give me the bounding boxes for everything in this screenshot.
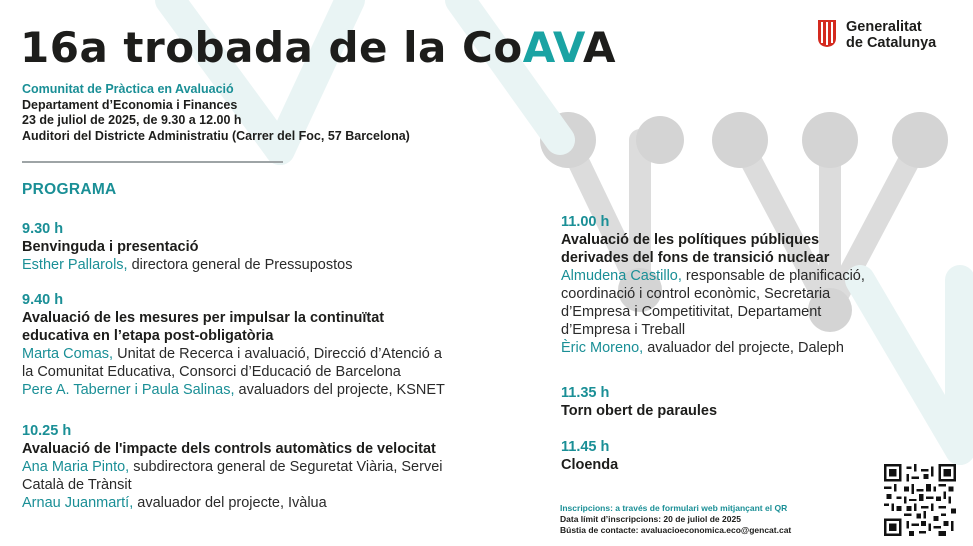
event-datetime: 23 de juliol de 2025, de 9.30 a 12.00 h <box>22 113 242 127</box>
speaker-line <box>22 494 442 512</box>
session-time: 9.40 h <box>22 292 64 308</box>
community-name: Comunitat de Pràctica en Avaluació <box>22 82 234 96</box>
session-0940 <box>22 291 445 399</box>
title-prefix: 16a trobada de la Co <box>20 23 523 72</box>
speaker-role: avaluadors del projecte, KSNET <box>234 382 445 398</box>
speaker-role: Unitat de Recerca i avaluació, Direcció d’Atenció a <box>113 346 442 362</box>
session-1145 <box>561 438 618 474</box>
event-venue: Auditori del Districte Administratiu (Carrer del Foc, 57 Barcelona) <box>22 128 410 143</box>
session-title: Torn obert de paraules <box>561 403 718 419</box>
inscriptions-note: Inscripcions: a través de formulari web mitjançant el QR <box>560 503 788 513</box>
speaker-line <box>22 381 445 399</box>
speaker-role: avaluador del projecte, Daleph <box>643 340 844 356</box>
session-time: 10.25 h <box>22 423 72 439</box>
speaker-role-cont: Català de Trànsit <box>22 477 132 493</box>
contact-mailbox: Bústia de contacte: avaluacioeconomica.eco@gencat.cat <box>560 525 792 535</box>
session-1100 <box>561 213 865 357</box>
speaker-role-cont: d’Empresa i Treball <box>561 322 686 338</box>
title-suffix: A <box>583 23 617 72</box>
speaker-role-cont: coordinació i control econòmic, Secretaria <box>561 286 831 302</box>
speaker-name: Ana Maria Pinto, <box>22 459 130 475</box>
generalitat-logo <box>816 18 966 58</box>
session-0930 <box>22 220 352 274</box>
session-title-line2: educativa en l’etapa post-obligatòria <box>22 328 274 344</box>
speaker-line <box>22 345 445 363</box>
org-name-line2: de Catalunya <box>846 35 937 51</box>
session-title: Avaluació de l'impacte dels controls automàtics de velocitat <box>22 441 436 457</box>
registration-deadline: Data límit d’inscripcions: 20 de juliol de 2025 <box>560 514 741 524</box>
speaker-name: Èric Moreno, <box>561 340 644 356</box>
speaker-line <box>561 267 865 285</box>
speaker-name: Esther Pallarols, <box>22 257 128 273</box>
session-time: 9.30 h <box>22 221 64 237</box>
registration-info <box>560 503 791 536</box>
org-name-line1: Generalitat <box>846 19 922 35</box>
session-time: 11.00 h <box>561 214 610 230</box>
speaker-role-cont: d’Empresa i Competitivitat, Departament <box>561 304 822 320</box>
session-title-line2: derivades del fons de transició nuclear <box>561 250 830 266</box>
speaker-name: Pere A. Taberner i Paula Salinas, <box>22 382 235 398</box>
title-accent: AV <box>522 23 584 72</box>
page-title <box>20 20 616 76</box>
session-1135 <box>561 384 717 420</box>
session-title: Cloenda <box>561 457 619 473</box>
event-info <box>22 82 410 144</box>
qr-code-icon[interactable] <box>884 464 956 536</box>
speaker-role: subdirectora general de Seguretat Viària, Servei <box>129 459 443 475</box>
speaker-line <box>561 339 865 357</box>
session-1025 <box>22 422 442 512</box>
session-title-line1: Avaluació de les polítiques públiques <box>561 232 820 248</box>
session-time: 11.35 h <box>561 385 610 401</box>
speaker-name: Almudena Castillo, <box>561 268 682 284</box>
speaker-role: responsable de planificació, <box>681 268 865 284</box>
speaker-line <box>22 256 352 274</box>
session-time: 11.45 h <box>561 439 610 455</box>
speaker-line <box>22 458 442 476</box>
speaker-role: avaluador del projecte, Ivàlua <box>133 495 327 511</box>
divider <box>22 161 283 163</box>
session-title: Benvinguda i presentació <box>22 239 199 255</box>
programa-heading: PROGRAMA <box>22 181 117 198</box>
senyera-icon <box>816 18 838 48</box>
speaker-role: directora general de Pressupostos <box>127 257 353 273</box>
speaker-name: Marta Comas, <box>22 346 114 362</box>
department-name: Departament d’Economia i Finances <box>22 97 238 112</box>
session-title-line1: Avaluació de les mesures per impulsar la continuïtat <box>22 310 385 326</box>
speaker-name: Arnau Juanmartí, <box>22 495 134 511</box>
speaker-role-cont: la Comunitat Educativa, Consorci d’Educació de Barcelona <box>22 364 401 380</box>
